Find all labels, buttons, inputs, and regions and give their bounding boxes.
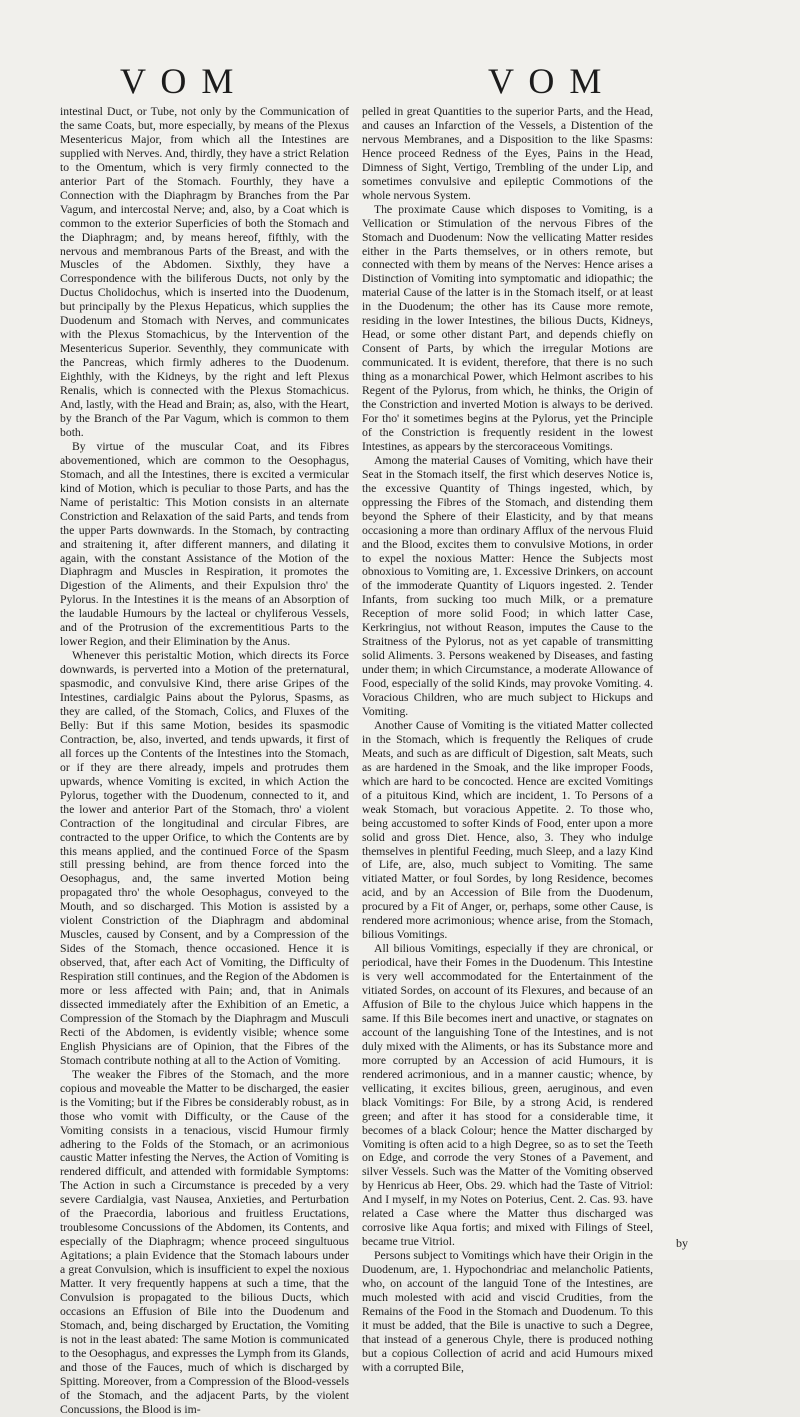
paragraph: The proximate Cause which disposes to Vomiting, is a Vellication or Stimulation of the nervous Fibres of the Stomach and Duodenum: Now the vellicating Matter resides either in the Parts themselves, or in others remote, but connected with them by means of the Nerves: Hence arises a Distinction of Vomiting into symptomatic and idiopathic; the material Cause of the latter is in the Stomach itself, or at least in the Duodenum; the other has its Cause more remote, residing in the lower Intestines, the bilious Ducts, Kidneys, Head, or some other distant Part, and depends chiefly on Consent of Parts, by which the irregular Motions are communicated. It is evident, therefore, that there is no such thing as a monarchical Power, which Helmont ascribes to his Regent of the Pylorus, from which, he thinks, the Origin of the Constriction and inverted Motion is always to be derived. For tho' it sometimes begins at the Pylorus, yet the Principle of the Constriction is frequently resident in the lowest Intestines, as appears by the stercoraceous Vomitings. (362, 202, 653, 453)
paragraph: Persons subject to Vomitings which have their Origin in the Duodenum, are, 1. Hypochondriac and melancholic Patients, who, on account of the languid Tone of the Intestines, are much molested with acid and viscid Crudities, from the Remains of the Food in the Stomach and Duodenum. To this it must be added, that the Bile is unactive to such a Degree, that instead of a generous Chyle, there is produced nothing but a copious Collection of acrid and acid Humours mixed with a corrupted Bile, (362, 1249, 653, 1374)
catchword: by (676, 1236, 688, 1250)
running-head-right: V O M (488, 61, 605, 101)
paragraph: All bilious Vomitings, especially if they are chronical, or periodical, have their Fomes in the Duodenum. This Intestine is very well accommodated for the Entertainment of the vitiated Sordes, on account of its Flexures, and because of an Affusion of Bile to the chylous Juice which happens in the same. If this Bile becomes inert and unactive, or stagnates on account of the languishing Tone of the Intestines, and is not duly mixed with the Aliments, or has its Substance more and more corrupted by an Accession of acid Humours, it is rendered acrimonious, and in a manner caustic; whence, by vellicating, it excites bilious, green, aeruginous, and even black Vomitings: For Bile, by a strong Acid, is rendered green; and after it has stood for a considerable time, it becomes of a black Colour; hence the Matter discharged by Vomiting is often acid to a high Degree, so as to set the Teeth on Edge, and corrode the very Stones of a Pavement, and silver Vessels. Such was the Matter of the Vomiting observed by Henricus ab Heer, Obs. 29. which had the Taste of Vitriol: And I myself, in my Notes on Poterius, Cent. 2. Cas. 93. have related a Case where the Matter thus discharged was corrosive like Aqua fortis; and mixed with Filings of Steel, became true Vitriol. (362, 942, 653, 1249)
running-head (0, 60, 800, 106)
paragraph: pelled in great Quantities to the superior Parts, and the Head, and causes an Infarction of the Vessels, a Distention of the nervous Membranes, and a Disposition to the like Spasms: Hence proceed Redness of the Eyes, Pains in the Head, Dimness of Sight, Vertigo, Trembling of the under Lip, and sometimes convulsive and epileptic Commotions of the whole nervous System. (362, 105, 653, 202)
right-column (362, 105, 653, 1374)
paragraph: Among the material Causes of Vomiting, which have their Seat in the Stomach itself, the first which deserves Notice is, the excessive Quantity of Things ingested, which, by oppressing the Fibres of the Stomach, and distending them beyond the Sphere of their Elasticity, and by that means occasioning a more than ordinary Afflux of the nervous Fluid and the Blood, excites them to convulsive Motions, in order to expel the noxious Matter: Hence the Subjects most obnoxious to Vomiting are, 1. Excessive Drinkers, on account of the immoderate Quantity of Liquors ingested. 2. Tender Infants, from sucking too much Milk, or a premature Reception of more solid Food; in which latter Case, Kerkringius, not without Reason, imputes the Cause to the Straitness of the Pylorus, not as yet capable of transmitting solid Aliments. 3. Persons weakened by Diseases, and fasting under them; in which Circumstance, a moderate Allowance of Food, especially of the solid Kinds, may provoke Vomiting. 4. Voracious Children, who are much subject to Hickups and Vomiting. (362, 453, 653, 718)
running-head-left: V O M (120, 61, 237, 101)
paragraph: Whenever this peristaltic Motion, which directs its Force downwards, is perverted into a Motion of the preternatural, spasmodic, and convulsive Kind, there arise Gripes of the Intestines, cardialgic Pains about the Pylorus, Spasms, as they are called, of the Stomach, Colics, and Fluxes of the Belly: But if this same Motion, besides its spasmodic Contraction, be, also, inverted, and tends upwards, it first of all forces up the Contents of the Intestines into the Stomach, or if they are there already, impels and protrudes them upwards, whence Vomiting is excited, in which Action the Pylorus, together with the Duodenum, connected to it, and the lower and anterior Part of the Stomach, thro' a violent Contraction of the longitudinal and circular Fibres, are contracted to the upper Orifice, to which the Contents are by this means applied, and the continued Force of the Spasm still pressing behind, are from thence forced into the Oesophagus, and, the same inverted Motion being propagated thro' the whole Oesophagus, conveyed to the Mouth, and so discharged. This Motion is assisted by a violent Constriction of the Diaphragm and abdominal Muscles, caused by Consent, and by a Compression of the Sides of the Stomach, thence occasioned. Hence it is observed, that, after each Act of Vomiting, the Difficulty of Respiration still continues, and the Region of the Abdomen is more or less affected with Pain; and, that in Animals dissected immediately after the Exhibition of an Emetic, a Compression of the Stomach by the Diaphragm and Musculi Recti of the Abdomen, is evidently visible; whence some English Physicians are of Opinion, that the Fibres of the Stomach contribute nothing at all to the Action of Vomiting. (60, 649, 349, 1067)
left-column (60, 105, 349, 1416)
paragraph: intestinal Duct, or Tube, not only by the Communication of the same Coats, but, more especially, by means of the Plexus Mesentericus Major, from which all the Intestines are supplied with Nerves. And, thirdly, they have a strict Relation to the Omentum, which is very firmly connected to the anterior Part of the Stomach. Fourthly, they have a Connection with the Diaphragm by Branches from the Par Vagum, and intercostal Nerve; and, also, by a Coat which is common to the exterior Superficies of both the Stomach and the Diaphragm; and, by means hereof, fifthly, with the nervous and membranous Parts of the Breast, and with the Muscles of the Abdomen. Sixthly, they have a Correspondence with the biliferous Ducts, not only by the Ductus Cholidochus, which is inserted into the Duodenum, but principally by the Plexus Hepaticus, which supplies the Duodenum and Stomach with Nerves, and communicates with the Plexus Stomachicus, by the Intervention of the Mesentericus Superior. Seventhly, they communicate with the Pancreas, which firmly adheres to the Duodenum. Eighthly, with the Kidneys, by the right and left Plexus Renalis, which is connected with the Plexus Stomachicus. And, lastly, with the Head and Brain; as, also, with the Heart, by the Branch of the Par Vagum, which is common to them both. (60, 105, 349, 439)
paragraph: By virtue of the muscular Coat, and its Fibres abovementioned, which are common to the Oesophagus, Stomach, and all the Intestines, there is excited a vermicular kind of Motion, which is peculiar to those Parts, and has the Name of peristaltic: This Motion consists in an alternate Constriction and Relaxation of the said Parts, and tends from the upper Parts downwards. In the Stomach, by contracting and straitening it, after different manners, and dilating it again, with the constant Assistance of the Motion of the Diaphragm and Muscles in Respiration, it promotes the Digestion of the Aliments, and their Expulsion thro' the Pylorus. In the Intestines it is the means of an Absorption of the laudable Humours by the lacteal or chyliferous Vessels, and of the Protrusion of the excrementitious Parts to the lower Region, and their Elimination by the Anus. (60, 439, 349, 649)
paragraph: Another Cause of Vomiting is the vitiated Matter collected in the Stomach, which is frequently the Reliques of crude Meats, and such as are difficult of Digestion, salt Meats, such as are hardened in the Smoak, and the like improper Foods, which are hard to be concocted. Hence are excited Vomitings of a pituitous Kind, which are incident, 1. To Persons of a weak Stomach, but voracious Appetite. 2. To those who, being accustomed to softer Kinds of Food, enter upon a more solid and gross Diet. Hence, also, 3. They who indulge themselves in plentiful Feeding, much Sleep, and a lazy Kind of Life, are, also, much subject to Vomiting. The same vitiated Matter, or foul Sordes, by long Residence, becomes acid, and by an Accession of Bile from the Duodenum, procured by a Fit of Anger, or, perhaps, some other Cause, is rendered more acrimonious; whence arise, from the Stomach, bilious Vomitings. (362, 718, 653, 942)
paragraph: The weaker the Fibres of the Stomach, and the more copious and moveable the Matter to be discharged, the easier is the Vomiting; but if the Fibres be considerably robust, as in those who vomit with Difficulty, or the Cause of the Vomiting consists in a tenacious, viscid Humour firmly adhering to the Folds of the Stomach, or an acrimonious caustic Matter infesting the Nerves, the Action of Vomiting is rendered difficult, and attended with formidable Symptoms: The Action in such a Circumstance is preceded by a very severe Cardialgia, vast Nausea, Anxieties, and Perturbation of the Praecordia, laborious and fruitless Eructations, troublesome Concussions of the Abdomen, its Contents, and especially of the Diaphragm; whence proceed singultuous Agitations; a plain Evidence that the Stomach labours under a great Convulsion, which is insufficient to expel the noxious Matter. It very frequently happens at such a time, that the Convulsion is propagated to the bilious Ducts, which occasions an Effusion of Bile into the Duodenum and Stomach, and, being discharged by Eructation, the Vomiting is not in the least abated: The same Motion is communicated to the Oesophagus, and expresses the Lymph from its Glands, and those of the Fauces, much of which is discharged by Spitting. Moreover, from a Compression of the Blood-vessels of the Stomach, and the adjacent Parts, by the violent Concussions, the Blood is im- (60, 1067, 349, 1416)
